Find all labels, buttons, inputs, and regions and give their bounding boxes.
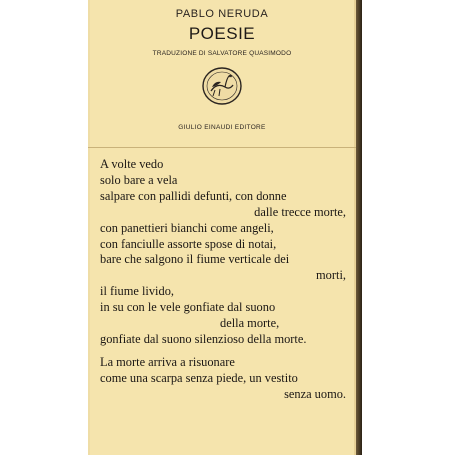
poem-line: dalle trecce morte, [254,204,346,219]
poem-line: in su con le vele gonfiate dal suono [100,300,276,315]
poem-line: senza uomo. [284,386,346,401]
poem-line: gonfiate dal suono silenzioso della morte. [100,331,307,346]
poem-line: La morte arriva a risuonare [100,354,235,369]
poem-line: con panettieri bianchi come angeli, [100,220,274,235]
poem-line: il fiume livido, [100,284,174,299]
book-title: POESIE [188,24,256,43]
poem-line: della morte, [220,316,280,331]
book-cover [88,0,356,455]
poem-line: come una scarpa senza piede, un vestito [100,370,298,385]
stanza-break [100,348,346,355]
cover-edge [356,0,362,455]
cover-divider [88,147,356,148]
translation-credit: TRADUZIONE DI SALVATORE QUASIMODO [152,50,292,57]
poem-line: con fanciulle assorte spose di notai, [100,236,277,251]
ostrich-emblem-icon [201,65,243,107]
poem-excerpt [100,157,346,403]
publisher-name: GIULIO EINAUDI EDITORE [178,124,266,131]
poem-line: salpare con pallidi defunti, con donne [100,188,287,203]
poem-line: bare che salgono il fiume verticale dei [100,252,290,267]
poem-line: A volte vedo [100,157,164,171]
poem-line: morti, [316,268,346,283]
poem-line: solo bare a vela [100,172,178,187]
author-name: PABLO NERUDA [175,8,269,20]
